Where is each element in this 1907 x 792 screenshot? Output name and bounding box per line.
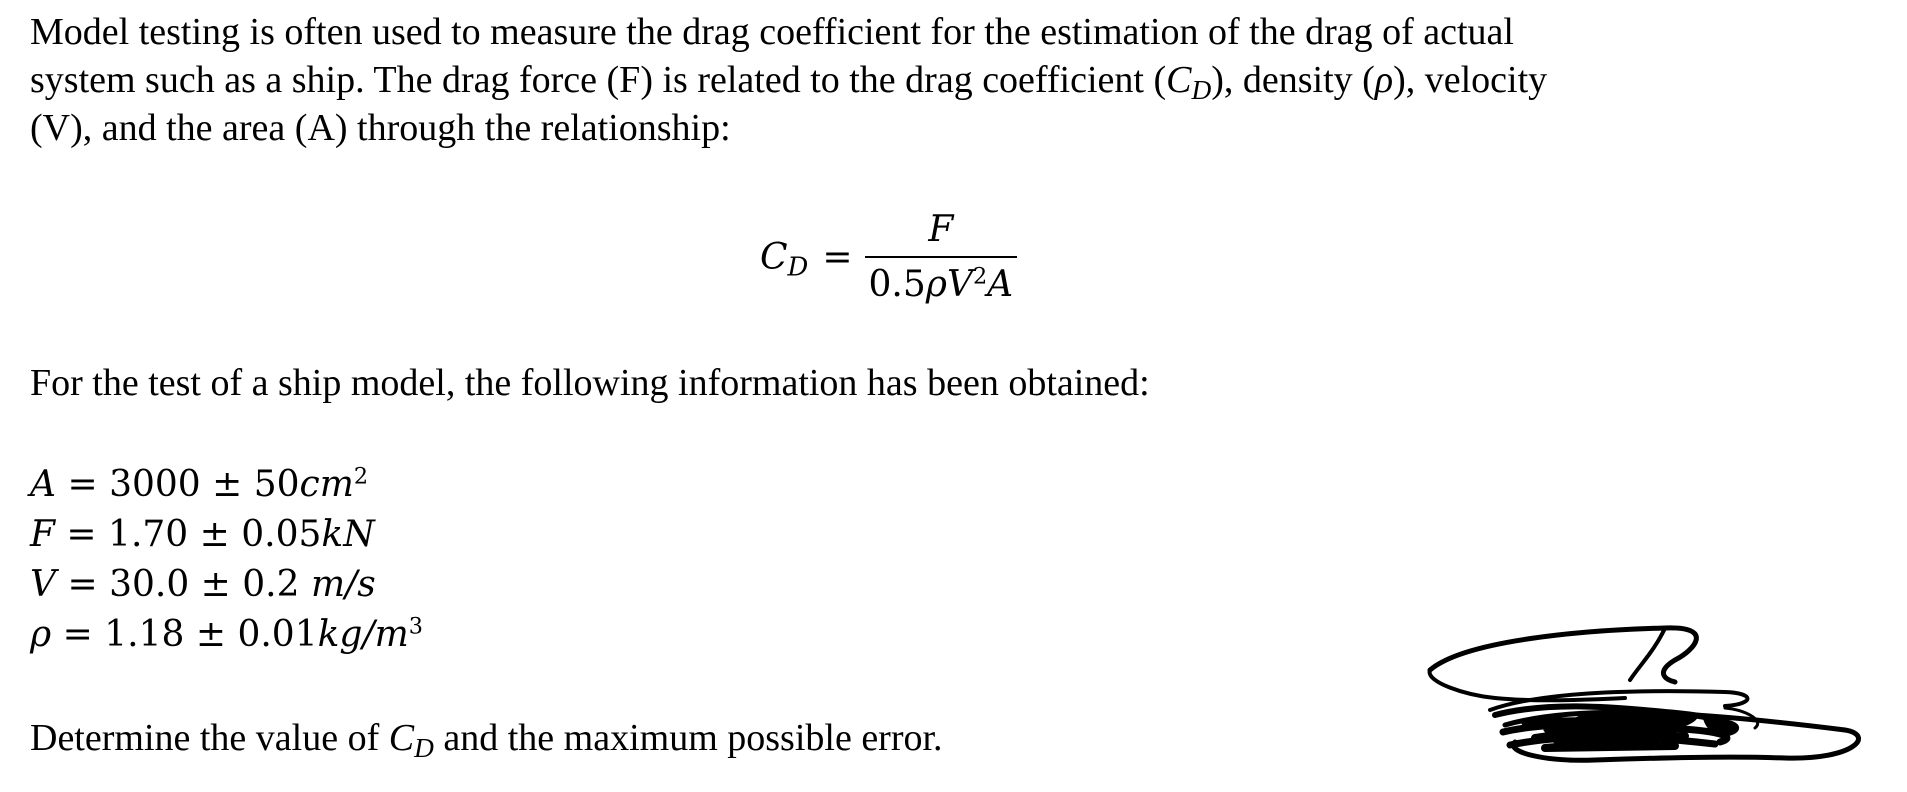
equals-sign: = (54, 514, 109, 555)
value-row-area (30, 460, 423, 510)
unit-exponent: 3 (408, 613, 423, 640)
task-text: and the maximum possible error. (433, 717, 943, 759)
variable-name: ρ (30, 614, 52, 655)
unit: m/s (310, 564, 376, 605)
task-text: Determine the value of (30, 717, 389, 759)
den-coefficient: 0.5 (868, 264, 926, 305)
cd-symbol (388, 717, 434, 763)
den-velocity: V (946, 264, 973, 305)
value-row-force (30, 510, 423, 560)
den-rho: ρ (925, 264, 947, 305)
cd-letter: C (388, 717, 415, 759)
unit-exponent: 2 (353, 463, 369, 490)
value-row-density (30, 610, 423, 660)
variable-name: V (30, 564, 56, 605)
cd-letter: C (1166, 59, 1192, 101)
fraction-numerator: F (928, 209, 954, 250)
value-with-uncertainty: 1.70 ± 0.05 (108, 514, 322, 555)
unit: kN (321, 514, 375, 555)
den-area: A (987, 264, 1014, 305)
cd-subscript: D (787, 251, 809, 282)
cd-letter: C (760, 236, 788, 278)
equals-sign: = (56, 464, 110, 505)
intro-text: ), velocity (1393, 59, 1548, 101)
equals-sign: = (51, 614, 105, 655)
value-with-uncertainty: 1.18 ± 0.01 (104, 614, 318, 655)
equation-fraction (865, 209, 1018, 305)
rho-symbol: ρ (1374, 59, 1394, 101)
cd-subscript: D (414, 732, 434, 763)
drag-coefficient-equation (760, 202, 1017, 312)
cd-symbol (1166, 59, 1212, 105)
intro-text: ), density ( (1211, 59, 1375, 101)
equals-sign: = (822, 236, 853, 278)
intro-line-3: (V), and the area (A) through the relationship: (30, 107, 731, 149)
variable-name: A (30, 464, 56, 505)
intro-line-1: Model testing is often used to measure the drag coefficient for the estimation of the drag of actual (30, 11, 1514, 53)
den-exponent: 2 (972, 263, 988, 290)
unit: kg/m (317, 614, 409, 655)
equation-lhs (760, 236, 809, 282)
given-data-intro: For the test of a ship model, the following information has been obtained: (30, 362, 1150, 404)
unit: cm (299, 464, 354, 505)
given-values-list (30, 460, 423, 660)
cd-subscript: D (1191, 74, 1212, 105)
equals-sign: = (56, 564, 110, 605)
value-with-uncertainty: 30.0 ± 0.2 (109, 564, 311, 605)
intro-line-2 (30, 56, 1547, 104)
scribble-redaction (1425, 620, 1865, 780)
intro-text: system such as a ship. The drag force (F) is related to the drag coefficient ( (30, 59, 1167, 101)
fraction-denominator (865, 258, 1018, 305)
value-with-uncertainty: 3000 ± 50 (109, 464, 300, 505)
variable-name: F (30, 514, 55, 555)
task-statement (30, 715, 943, 763)
value-row-velocity (30, 560, 423, 610)
problem-intro (30, 8, 1547, 152)
